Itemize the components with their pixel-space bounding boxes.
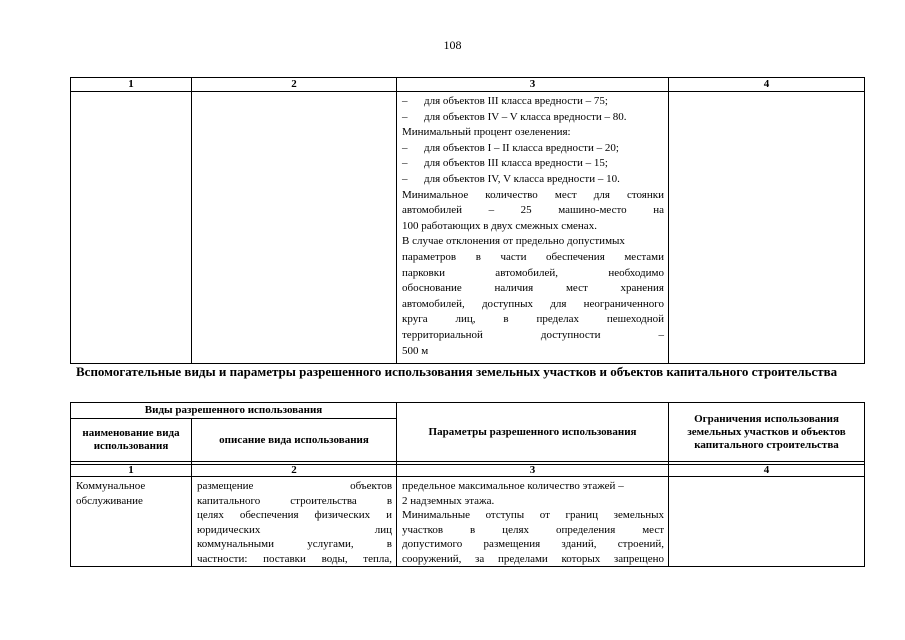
use-parameters-cell xyxy=(397,477,669,567)
group-header: Виды разрешенного использования xyxy=(71,403,397,419)
limits-header: Ограничения использования земельных участков и объектов капитального строительства xyxy=(669,403,865,462)
text-line: круга лиц, в пределах пешеходной xyxy=(402,313,664,326)
column-number: 3 xyxy=(397,78,669,92)
text-line: автомобилей – 25 машино-место на xyxy=(402,204,664,217)
empty-cell xyxy=(192,92,397,364)
list-item-text: для объектов IV, V класса вредности – 10. xyxy=(424,172,620,185)
text-line: участков в целях определения мест xyxy=(402,523,665,536)
table-row xyxy=(71,92,865,364)
text-line: параметров в части обеспечения местами xyxy=(402,250,664,263)
page-number: 108 xyxy=(443,38,462,52)
text-line: сооружений, за пределами которых запрещено xyxy=(402,552,665,565)
list-dash-icon: – xyxy=(402,95,408,107)
parameters-cell xyxy=(397,92,669,364)
column-number: 3 xyxy=(397,465,669,477)
use-description-cell xyxy=(192,477,397,567)
list-item-text: для объектов III класса вредности – 15; xyxy=(424,157,608,170)
column-number: 2 xyxy=(192,465,397,477)
params-header: Параметры разрешенного использования xyxy=(397,403,669,462)
text-line: 2 надземных этажа. xyxy=(402,494,495,507)
text-line xyxy=(402,141,664,157)
auxiliary-uses-table xyxy=(70,402,865,567)
column-number: 2 xyxy=(192,78,397,92)
empty-cell xyxy=(71,92,192,364)
column-number: 4 xyxy=(669,465,865,477)
text-line: территориальной доступности – xyxy=(402,328,664,341)
text-line xyxy=(402,172,664,188)
text-line xyxy=(402,94,664,110)
text-line: предельное максимальное количество этажей – xyxy=(402,480,624,492)
column-number: 1 xyxy=(71,78,192,92)
column-number-row xyxy=(71,78,865,92)
text-line: размещение объектов xyxy=(197,480,393,492)
list-item-text: для объектов IV – V класса вредности – 80. xyxy=(424,110,627,123)
text-line xyxy=(402,110,664,126)
list-dash-icon: – xyxy=(402,110,408,123)
text-line: обоснование наличия мест хранения xyxy=(402,282,664,295)
list-item-text: для объектов III класса вредности – 75; xyxy=(424,95,608,107)
text-line: автомобилей, доступных для неограниченного xyxy=(402,297,664,310)
list-dash-icon: – xyxy=(402,141,408,154)
column-number: 4 xyxy=(669,78,865,92)
text-line: капитального строительства в xyxy=(197,494,393,507)
empty-cell xyxy=(669,477,865,567)
empty-cell xyxy=(669,92,865,364)
text-line: допустимого размещения зданий, строений, xyxy=(402,538,665,550)
text-line: парковки автомобилей, необходимо xyxy=(402,266,664,279)
text-line: 500 м xyxy=(402,344,429,357)
text-line: В случае отклонения от предельно допустимых xyxy=(402,235,625,248)
text-line: целях обеспечения физических и xyxy=(197,509,393,521)
text-line: Минимальные отступы от границ земельных xyxy=(402,509,665,521)
text-line: Минимальное количество мест для стоянки xyxy=(402,188,664,201)
name-header: наименование вида использования xyxy=(71,419,192,462)
text-line: частности: поставки воды, тепла, xyxy=(197,552,393,565)
text-line: 100 работающих в двух смежных сменах. xyxy=(402,219,597,232)
section-heading: Вспомогательные виды и параметры разрешенного использования земельных участков и объектов капитального строительства xyxy=(76,364,838,379)
text-line: коммунальными услугами, в xyxy=(197,538,393,550)
text-line: Минимальный процент озеленения: xyxy=(402,126,571,139)
column-number-row xyxy=(71,465,865,477)
header-row xyxy=(71,403,865,419)
text-line xyxy=(402,156,664,172)
list-dash-icon: – xyxy=(402,172,408,185)
continuation-table xyxy=(70,77,865,364)
list-dash-icon: – xyxy=(402,157,408,170)
table-row xyxy=(71,477,865,567)
use-name-cell: Коммунальное обслуживание xyxy=(71,477,192,567)
column-number: 1 xyxy=(71,465,192,477)
list-item-text: для объектов I – II класса вредности – 20; xyxy=(424,141,619,154)
description-header: описание вида использования xyxy=(192,419,397,462)
text-line: юридических лиц xyxy=(197,523,393,536)
